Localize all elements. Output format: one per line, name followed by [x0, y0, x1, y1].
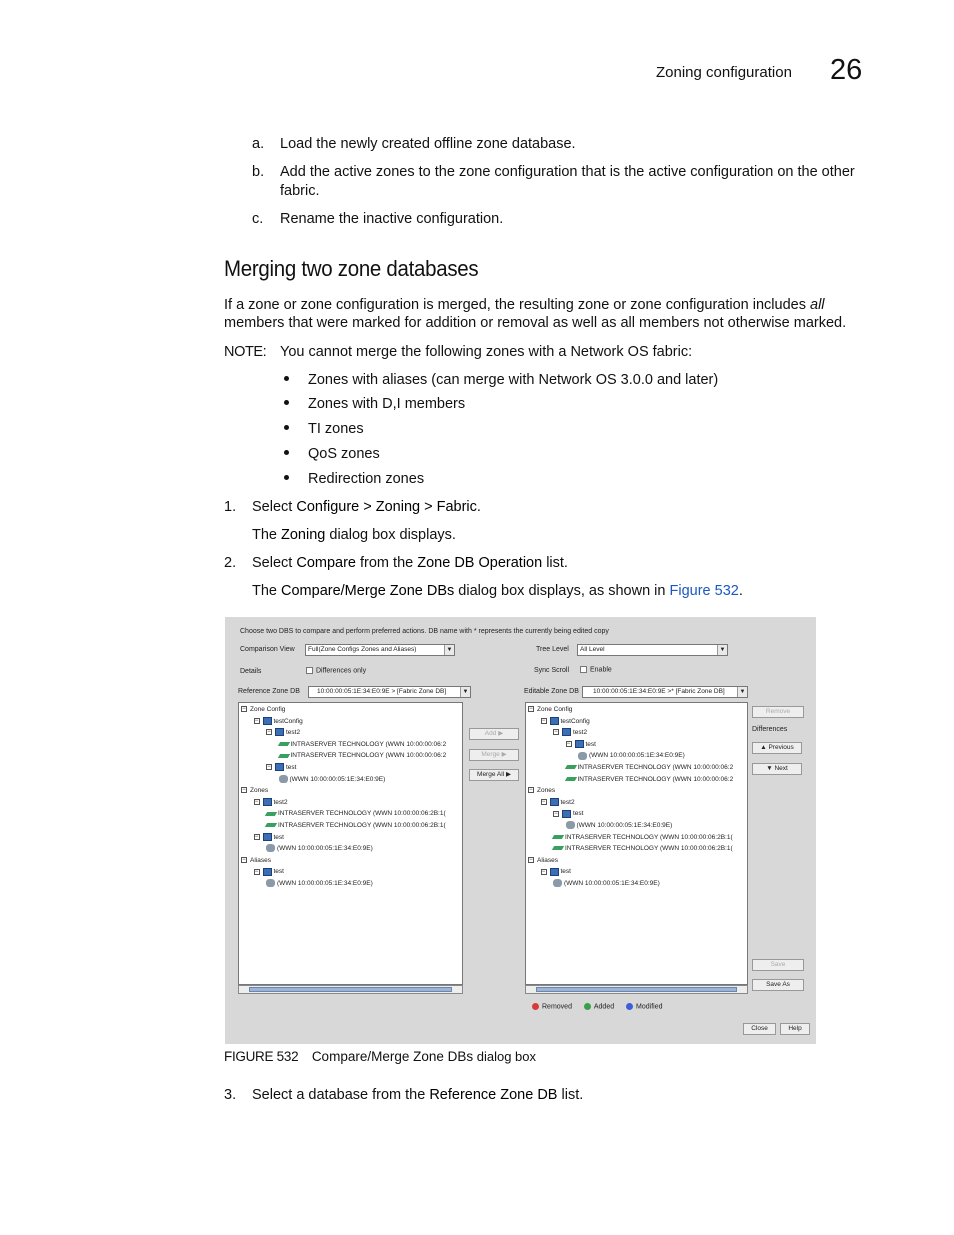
ui-element-name: Zoning: [281, 527, 326, 543]
differences-only-checkbox[interactable]: [306, 667, 366, 674]
tree-node-label: (WWN 10:00:00:05:1E:34:E0:9E): [564, 880, 660, 887]
ui-element-name: Compare/Merge Zone DBs: [311, 1049, 474, 1064]
tree-node[interactable]: [566, 763, 734, 772]
modified-dot-icon: [626, 1003, 633, 1010]
tree-node[interactable]: [254, 833, 284, 842]
checkbox-icon: [306, 667, 313, 674]
comparison-view-label: Comparison View: [240, 646, 295, 653]
tree-node[interactable]: [566, 821, 673, 830]
legend: [532, 1003, 663, 1010]
collapse-toggle-icon[interactable]: −: [242, 706, 246, 713]
substep-marker: b.: [252, 164, 265, 180]
tree-node-label: test2: [273, 798, 288, 806]
tree-node-label: test: [585, 740, 596, 748]
ui-element-name: Zone DB Operation: [417, 555, 543, 571]
legend-label: Modified: [636, 1003, 663, 1011]
zone-icon: [550, 798, 559, 806]
editable-db-value: 10:00:00:05:1E:34:E0:9E >* [Fabric Zone DB]: [593, 688, 725, 695]
step-text: .: [476, 499, 481, 515]
host-icon: [553, 879, 562, 887]
intro-emphasis: all: [810, 297, 825, 313]
tree-level-label: Tree Level: [536, 646, 569, 653]
tree-node-label: (WWN 10:00:00:05:1E:34:E0:9E): [289, 775, 386, 783]
collapse-toggle-icon[interactable]: −: [554, 729, 558, 736]
compare-merge-dialog-screenshot: [225, 617, 816, 1044]
tree-node[interactable]: [279, 775, 386, 784]
chevron-down-icon: ▼: [717, 645, 727, 655]
tree-node[interactable]: [241, 856, 271, 865]
figure-label: FIGURE 532: [224, 1049, 299, 1064]
merge-button[interactable]: [469, 749, 519, 761]
ui-element-name: Reference Zone DB: [429, 1087, 558, 1103]
tree-node-label: Zones: [537, 787, 556, 795]
tree-node[interactable]: [578, 751, 685, 760]
merge-all-button-label: Merge All: [477, 771, 505, 778]
collapse-toggle-icon[interactable]: −: [254, 799, 259, 806]
tree-node-label: testConfig: [560, 717, 590, 725]
tree-level-select[interactable]: [577, 644, 728, 656]
collapse-toggle-icon[interactable]: −: [554, 810, 558, 817]
zone-icon: [275, 728, 284, 736]
add-button[interactable]: [469, 728, 519, 740]
step-number: 3.: [224, 1087, 237, 1103]
collapse-toggle-icon[interactable]: −: [254, 717, 259, 724]
collapse-toggle-icon[interactable]: −: [267, 729, 271, 736]
bullet-item: Redirection zones: [308, 471, 425, 487]
collapse-toggle-icon[interactable]: −: [566, 741, 571, 748]
tree-node-label: Zones: [250, 787, 269, 795]
tree-node[interactable]: [541, 717, 590, 726]
substep-marker: a.: [252, 136, 265, 152]
collapse-toggle-icon[interactable]: −: [267, 764, 271, 771]
zone-icon: [575, 740, 584, 748]
ui-element-name: Configure > Zoning > Fabric: [296, 499, 477, 515]
tree-node[interactable]: [553, 809, 583, 818]
legend-label: Removed: [542, 1003, 572, 1011]
collapse-toggle-icon[interactable]: −: [529, 787, 533, 794]
host-icon: [578, 752, 587, 760]
editable-horizontal-scrollbar[interactable]: [525, 985, 748, 994]
tree-node[interactable]: [566, 775, 734, 784]
removed-dot-icon: [532, 1003, 539, 1010]
sync-scroll-label: Sync Scroll: [534, 667, 570, 674]
tree-node-label: (WWN 10:00:00:05:1E:34:E0:9E): [589, 752, 685, 760]
reference-db-label: Reference Zone DB: [238, 688, 300, 695]
substep-text-cont: fabric.: [280, 183, 320, 199]
tree-node-label: Aliases: [250, 856, 271, 864]
step-2-result: [252, 582, 743, 601]
editable-tree-panel[interactable]: [525, 702, 748, 985]
editable-db-label: Editable Zone DB: [524, 688, 579, 695]
tree-node-label: INTRASERVER TECHNOLOGY (WWN 10:00:00:06:2B:1(: [278, 810, 446, 818]
tree-node-label: test2: [286, 729, 301, 737]
tree-node[interactable]: [553, 879, 660, 888]
tree-node-label: (WWN 10:00:00:05:1E:34:E0:9E): [277, 845, 373, 853]
added-dot-icon: [584, 1003, 591, 1010]
step-text: dialog box displays, as shown in: [454, 583, 670, 599]
checkbox-label: Enable: [590, 666, 612, 674]
checkbox-label: Differences only: [316, 667, 367, 675]
close-button[interactable]: Close: [743, 1023, 776, 1035]
intro-line-2: members that were marked for addition or removal as well as all members not otherwise marked.: [224, 315, 847, 331]
differences-label: Differences: [752, 726, 788, 733]
merge-button-label: Merge: [481, 751, 500, 758]
host-icon: [566, 821, 575, 829]
arrow-right-icon: ▶: [505, 771, 511, 778]
tree-node[interactable]: [266, 763, 296, 772]
member-port-icon: [552, 835, 564, 839]
zone-icon: [562, 810, 571, 818]
bullet-item: Zones with aliases (can merge with Network OS 3.0.0 and later): [308, 372, 719, 388]
tree-level-value: All Level: [580, 646, 605, 653]
substep-text: Load the newly created offline zone database.: [280, 136, 576, 152]
bullet-dot: [284, 425, 289, 430]
checkbox-icon: [580, 666, 587, 673]
tree-node[interactable]: [541, 867, 571, 876]
collapse-toggle-icon[interactable]: −: [242, 787, 246, 794]
tree-node-label: test: [286, 764, 297, 771]
tree-node[interactable]: [266, 844, 373, 853]
tree-node-label: INTRASERVER TECHNOLOGY (WWN 10:00:00:06:2: [577, 775, 734, 783]
tree-node-label: testConfig: [273, 717, 303, 725]
previous-button-label: Previous: [768, 744, 794, 751]
step-3-text: [252, 1086, 583, 1105]
ui-element-name: Compare/Merge Zone DBs: [281, 583, 455, 599]
tree-node-label: Zone Config: [537, 706, 573, 713]
reference-horizontal-scrollbar[interactable]: [238, 985, 463, 994]
zone-icon: [275, 763, 284, 771]
zone-icon: [562, 728, 571, 736]
member-port-icon: [552, 846, 564, 850]
substep-text: Add the active zones to the zone configuration that is the active configuration on the other: [280, 164, 855, 180]
zone-icon: [550, 717, 559, 725]
tree-node[interactable]: [279, 751, 447, 760]
bullet-dot: [284, 450, 289, 455]
step-text: The: [252, 583, 282, 599]
member-port-icon: [564, 765, 576, 769]
collapse-toggle-icon[interactable]: −: [254, 868, 259, 875]
step-text: from the: [355, 555, 418, 571]
previous-button[interactable]: [752, 742, 802, 754]
tree-node[interactable]: [254, 717, 303, 726]
add-button-label: Add: [484, 730, 497, 737]
chevron-down-icon: ▼: [737, 687, 747, 697]
tree-node[interactable]: [241, 786, 268, 795]
reference-db-select[interactable]: [308, 686, 471, 698]
step-text: list.: [557, 1087, 584, 1103]
tree-node[interactable]: [528, 856, 558, 865]
bullet-item: QoS zones: [308, 446, 380, 462]
tree-node[interactable]: [254, 798, 288, 807]
tree-node-label: INTRASERVER TECHNOLOGY (WWN 10:00:00:06:2B:1(: [565, 845, 733, 853]
tree-node[interactable]: [541, 798, 575, 807]
step-text: .: [738, 583, 743, 599]
dialog-instructions: Choose two DBS to compare and perform preferred actions. DB name with * represents the currently being edited copy: [240, 628, 609, 635]
step-text: Select: [252, 499, 297, 515]
section-heading: Merging two zone databases: [224, 256, 479, 281]
step-text: Select: [252, 555, 297, 571]
tree-node[interactable]: [254, 867, 284, 876]
tree-node[interactable]: [528, 705, 572, 714]
tree-node-label: test: [273, 868, 284, 876]
editable-db-select[interactable]: [582, 686, 748, 698]
collapse-toggle-icon[interactable]: −: [541, 868, 546, 875]
bullet-dot: [284, 376, 289, 381]
intro-line-1: [224, 296, 825, 315]
bullet-item: Zones with D,I members: [308, 396, 466, 412]
tree-node[interactable]: [266, 879, 373, 888]
host-icon: [266, 879, 275, 887]
collapse-toggle-icon[interactable]: −: [254, 833, 259, 840]
figure-link[interactable]: Figure 532: [669, 583, 739, 599]
member-port-icon: [564, 777, 576, 781]
step-number: 2.: [224, 555, 237, 571]
help-button[interactable]: Help: [780, 1023, 810, 1035]
tree-node[interactable]: [528, 786, 555, 795]
intro-text: If a zone or zone configuration is merged, the resulting zone or zone configuration includes: [224, 297, 810, 313]
collapse-toggle-icon[interactable]: −: [541, 717, 546, 724]
tree-node-label: test: [273, 833, 284, 841]
caption-text: dialog box: [473, 1049, 537, 1064]
tree-node-label: Zone Config: [250, 706, 286, 713]
member-port-icon: [277, 754, 289, 758]
arrow-down-icon: ▼: [766, 765, 773, 772]
save-button[interactable]: Save: [752, 959, 804, 971]
scroll-thumb[interactable]: [536, 987, 737, 992]
save-as-button[interactable]: Save As: [752, 979, 804, 991]
step-1-result: [252, 526, 456, 545]
zone-icon: [263, 798, 272, 806]
bullet-dot: [284, 400, 289, 405]
step-1-text: [252, 498, 481, 517]
tree-node[interactable]: [279, 740, 447, 749]
step-text: The: [252, 527, 282, 543]
arrow-up-icon: ▲: [760, 744, 767, 751]
arrow-right-icon: ▶: [501, 751, 507, 758]
sync-scroll-checkbox[interactable]: [580, 666, 612, 673]
tree-node-label: test: [573, 810, 584, 818]
comparison-view-select[interactable]: [305, 644, 455, 656]
tree-node[interactable]: [241, 705, 285, 714]
substep-text: Rename the inactive configuration.: [280, 211, 504, 227]
figure-caption: [224, 1049, 536, 1064]
step-text: list.: [542, 555, 568, 571]
arrow-right-icon: ▶: [498, 730, 504, 737]
tree-node-label: INTRASERVER TECHNOLOGY (WWN 10:00:00:06:2B:1(: [278, 822, 446, 829]
merge-all-button[interactable]: [469, 769, 519, 781]
substep-marker: c.: [252, 211, 264, 227]
zone-icon: [263, 868, 272, 876]
bullet-item: TI zones: [308, 421, 364, 437]
member-port-icon: [265, 812, 277, 816]
chevron-down-icon: ▼: [460, 687, 470, 697]
tree-node[interactable]: [266, 728, 300, 737]
zone-icon: [263, 717, 272, 725]
tree-node-label: INTRASERVER TECHNOLOGY (WWN 10:00:00:06:2: [290, 752, 447, 760]
collapse-toggle-icon[interactable]: −: [529, 857, 533, 864]
tree-node-label: test: [560, 868, 571, 876]
legend-label: Added: [593, 1003, 615, 1011]
collapse-toggle-icon[interactable]: −: [529, 706, 533, 713]
details-label: Details: [240, 668, 262, 675]
tree-node[interactable]: [553, 728, 587, 737]
scroll-thumb[interactable]: [249, 987, 452, 992]
step-text: dialog box displays.: [325, 527, 456, 543]
member-port-icon: [265, 823, 277, 827]
tree-node[interactable]: [553, 833, 733, 842]
reference-db-value: 10:00:00:05:1E:34:E0:9E > [Fabric Zone DB]: [317, 688, 447, 695]
comparison-view-value: Full(Zone Configs Zones and Aliases): [308, 646, 417, 653]
tree-node-label: (WWN 10:00:00:05:1E:34:E0:9E): [576, 822, 673, 829]
member-port-icon: [277, 742, 289, 746]
chapter-number: 26: [830, 54, 863, 86]
step-text: Select a database from the: [252, 1087, 430, 1103]
zone-icon: [550, 868, 559, 876]
step-2-text: [252, 554, 568, 573]
tree-node-label: INTRASERVER TECHNOLOGY (WWN 10:00:00:06:2: [290, 740, 447, 748]
note-text: You cannot merge the following zones with a Network OS fabric:: [280, 344, 693, 360]
bullet-dot: [284, 475, 289, 480]
reference-tree-panel[interactable]: [238, 702, 463, 985]
step-number: 1.: [224, 499, 237, 515]
host-icon: [266, 844, 275, 852]
ui-element-name: Compare: [296, 555, 356, 571]
tree-node[interactable]: [553, 844, 733, 853]
tree-node-label: INTRASERVER TECHNOLOGY (WWN 10:00:00:06:2B:1(: [565, 833, 733, 841]
zone-icon: [263, 833, 272, 841]
next-button[interactable]: [752, 763, 802, 775]
next-button-label: Next: [774, 765, 788, 772]
remove-button[interactable]: Remove: [752, 706, 804, 718]
chevron-down-icon: ▼: [444, 645, 454, 655]
tree-node-label: test2: [573, 729, 588, 737]
tree-node-label: INTRASERVER TECHNOLOGY (WWN 10:00:00:06:2: [577, 764, 734, 771]
collapse-toggle-icon[interactable]: −: [541, 799, 546, 806]
running-header-title: Zoning configuration: [656, 64, 792, 81]
tree-node-label: Aliases: [537, 856, 558, 864]
tree-node-label: (WWN 10:00:00:05:1E:34:E0:9E): [277, 880, 373, 887]
collapse-toggle-icon[interactable]: −: [242, 857, 246, 864]
tree-node[interactable]: [566, 740, 596, 749]
host-icon: [279, 775, 288, 783]
tree-node[interactable]: [266, 821, 446, 830]
tree-node-label: test2: [560, 798, 575, 806]
tree-node[interactable]: [266, 809, 446, 818]
note-label: NOTE:: [224, 344, 267, 360]
